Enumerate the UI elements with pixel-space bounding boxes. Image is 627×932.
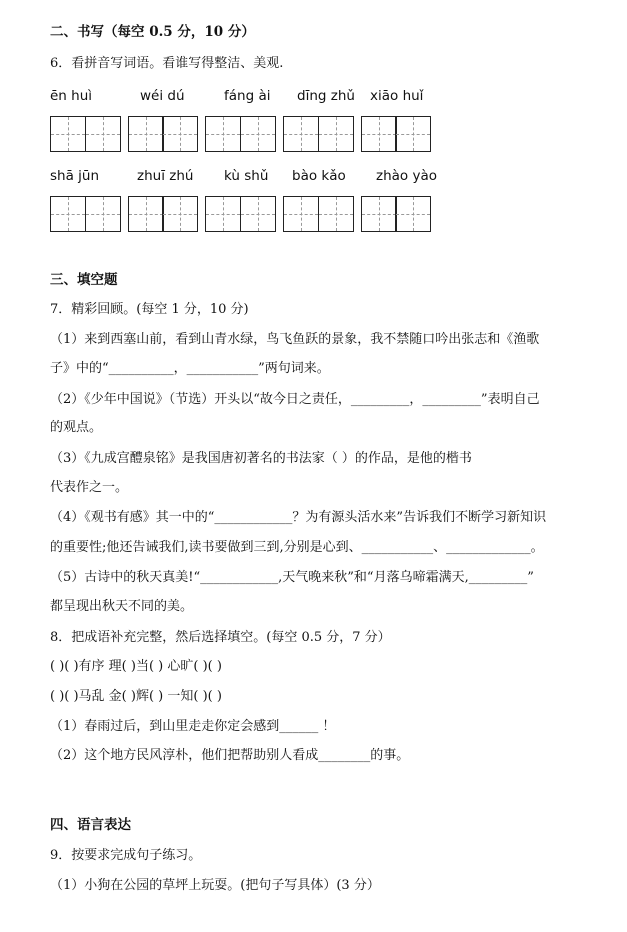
pinyin-9: bào kǎo (292, 168, 346, 184)
q7-4-line-b: 的重要性;他还告诫我们,读书要做到三到,分别是心到、___________、_____________。 (50, 540, 544, 555)
q7-4-line-a: （4）《观书有感》其一中的“____________？为有源头活水来”告诉我们不断学习新知识 (50, 510, 547, 525)
tianzige-row-2 (50, 196, 430, 232)
writing-box[interactable] (128, 116, 198, 152)
q8-2: （2）这个地方民风淳朴，他们把帮助别人看成________的事。 (50, 748, 410, 763)
question-8: 8．把成语补充完整，然后选择填空。(每空 0.5 分，7 分） (50, 630, 391, 645)
writing-box[interactable] (205, 116, 275, 152)
pinyin-4: dīng zhǔ (297, 88, 355, 104)
pinyin-6: shā jūn (50, 168, 100, 184)
section-4-title: 四、语言表达 (50, 817, 131, 833)
q7-2-line-a: （2）《少年中国说》（节选）开头以“故今日之责任，_________，_________”表明自己 (50, 392, 540, 407)
q7-3-line-b: 代表作之一。 (50, 480, 129, 495)
writing-box[interactable] (283, 196, 353, 232)
q7-5-line-a: （5）古诗中的秋天真美!“____________,天气晚来秋”和“月落乌啼霜满天,_________” (50, 570, 534, 585)
section-3-title: 三、填空题 (50, 272, 118, 288)
idiom-row-1: ( )( )有序 理( )当( ) 心旷( )( ) (50, 659, 222, 674)
writing-box[interactable] (50, 196, 120, 232)
question-6: 6．看拼音写词语。看谁写得整洁、美观. (50, 56, 284, 71)
pinyin-8: kù shǔ (224, 168, 269, 184)
writing-box[interactable] (283, 116, 353, 152)
pinyin-5: xiāo huǐ (370, 88, 424, 104)
q7-1-line-a: （1）来到西塞山前，看到山青水绿，鸟飞鱼跃的景象，我不禁随口吟出张志和《渔歌 (50, 332, 540, 347)
q7-1-line-b: 子》中的“__________，___________”两句词来。 (50, 361, 330, 376)
q7-2-line-b: 的观点。 (50, 420, 103, 435)
pinyin-2: wéi dú (140, 88, 185, 104)
q9-1: （1）小狗在公园的草坪上玩耍。(把句子写具体）(3 分） (50, 878, 380, 893)
question-9: 9．按要求完成句子练习。 (50, 848, 202, 863)
section-2-title: 二、书写（每空 0.5 分，10 分） (50, 24, 255, 40)
q7-3-line-a: （3）《九成宫醴泉铭》是我国唐初著名的书法家（ ）的作品，是他的楷书 (50, 451, 472, 466)
writing-box[interactable] (361, 196, 431, 232)
tianzige-row-1 (50, 116, 430, 152)
pinyin-1: ēn huì (50, 88, 93, 104)
idiom-row-2: ( )( )马乱 金( )辉( ) 一知( )( ) (50, 689, 222, 704)
question-7: 7．精彩回顾。(每空 1 分，10 分) (50, 302, 249, 317)
q8-1: （1）春雨过后，到山里走走你定会感到______ ！ (50, 719, 336, 734)
q7-5-line-b: 都呈现出秋天不同的美。 (50, 599, 194, 614)
pinyin-10: zhào yào (376, 168, 437, 184)
writing-box[interactable] (50, 116, 120, 152)
pinyin-7: zhuī zhú (137, 168, 194, 184)
writing-box[interactable] (361, 116, 431, 152)
pinyin-3: fáng ài (224, 88, 271, 104)
writing-box[interactable] (128, 196, 198, 232)
writing-box[interactable] (205, 196, 275, 232)
